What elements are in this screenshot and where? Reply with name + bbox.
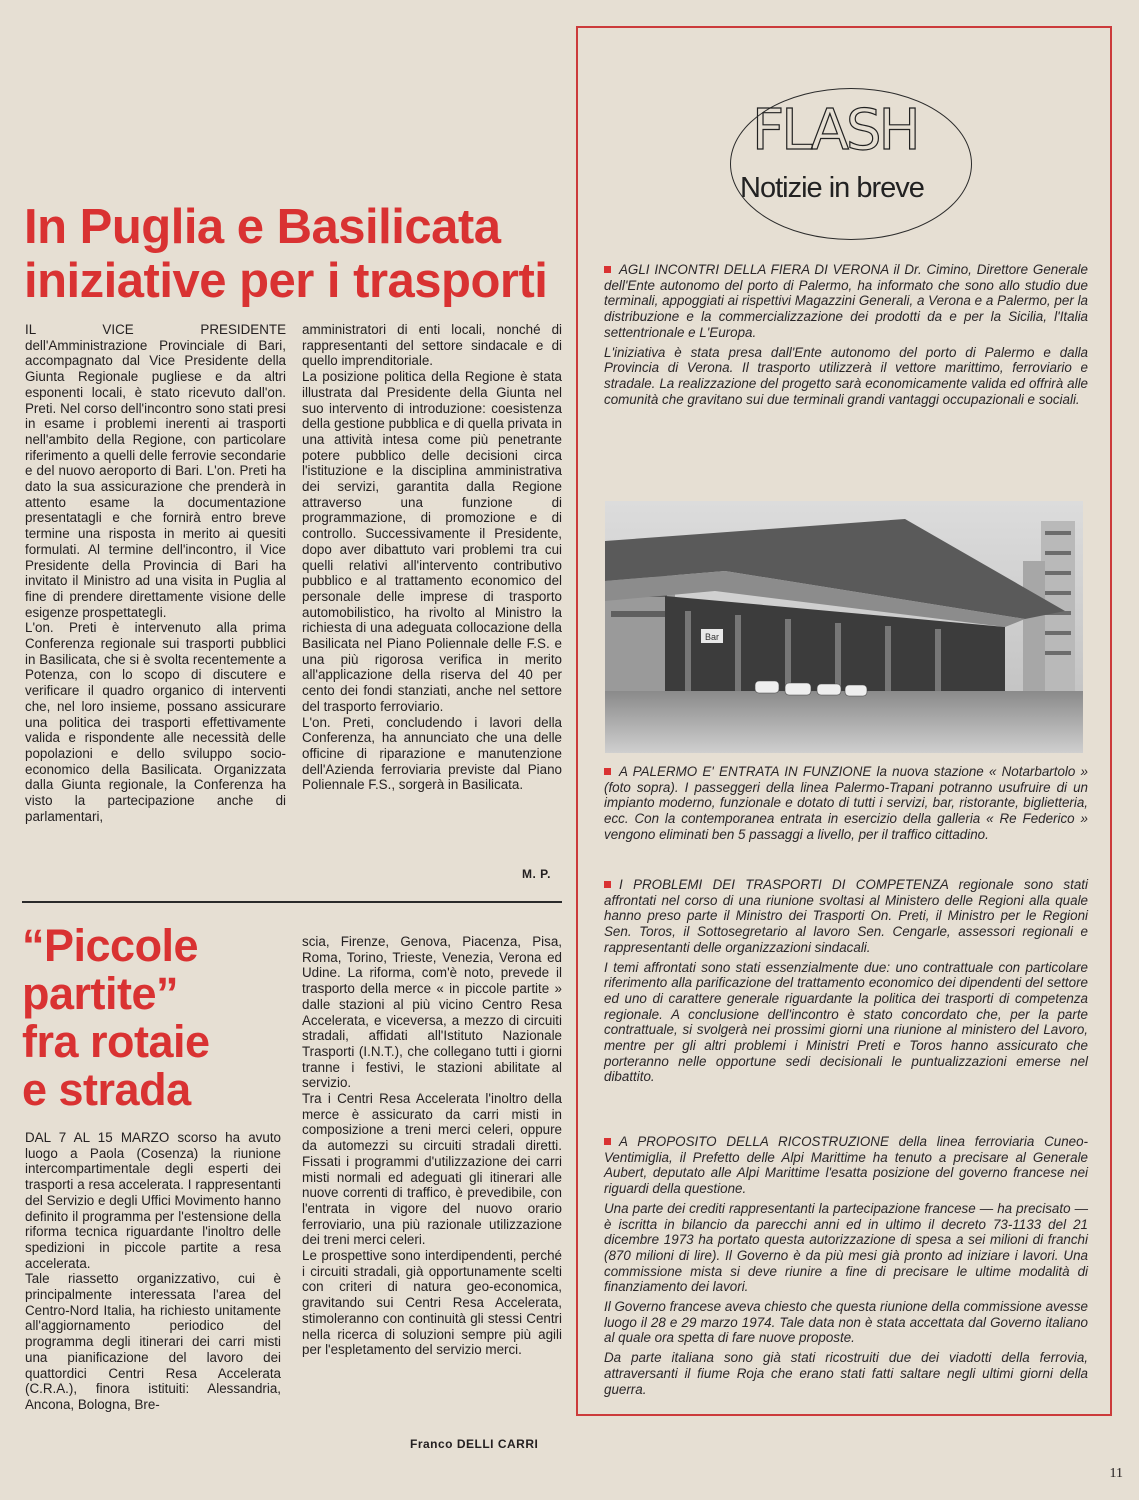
bullet-square-icon — [604, 1138, 611, 1145]
flash-item-3-paragraph: I temi affrontati sono stati essenzialmente due: uno contrattuale con particolare riferimento alla parificazione del trattamento economico dei dipendenti del settore ed uno di carattere generale riguardante la politica dei trasporti di competenza regionale. A conclusione dell'incontro è stato concordato che, per la parte contrattuale, si svolgerà nei prossimi giorni una riunione al ministero del Lavoro, mentre per gli altri problemi i Ministri Preti e Toros hanno assicurato che porteranno nelle opportune sedi decisionali le puntualizzazioni emerse nel dibattito. — [604, 959, 1088, 1085]
bullet-square-icon — [604, 881, 611, 888]
article2-paragraph: Tale riassetto organizzativo, cui è principalmente interessata l'area del Centro-Nord Italia, ha richiesto unitamente all'aggiornamento periodico del programma degli itinerari dei carri misti una pianificazione del lavoro dei quattordici Centri Resa Accelerata (C.R.A.), finora istituiti: Alessandria, Ancona, Bologna, Bre- — [25, 1271, 281, 1412]
flash-item-4-paragraph: Da parte italiana sono già stati ricostruiti due dei viadotti della ferrovia, attraversanti il fiume Roja che erano stati fatti saltare negli ultimi giorni della guerra. — [604, 1350, 1088, 1397]
article1-paragraph: La posizione politica della Regione è stata illustrata dal Presidente della Giunta nel suo intervento di introduzione: coesistenza della gestione pubblica e di quella privata in una attività intesa come più penetrante potere pubblico delle decisioni circa l'istituzione e la disciplina amministrativa dei servizi, garantita dalla Regione attraverso una funzione di programmazione, di promozione e di controllo. Successivamente il Presidente, dopo aver dibattuto vari problemi tra cui quelli relativi all'intervento contributivo pubblico e al trattamento economico del personale delle imprese di trasporto automobilistico, ha rivolto al Ministro la richiesta di una adeguata collocazione della Basilicata nel Piano Poliennale delle F.S. e una più rigorosa verifica in merito all'applicazione della riserva del 40 per cento dei fondi stanziati, anche nel settore del trasporto ferroviario. — [302, 369, 562, 714]
flash-item-3: I PROBLEMI DEI TRASPORTI DI COMPETENZA regionale sono stati affrontati nel corso di una riunione svoltasi al Ministero delle Regioni alla quale hanno preso parte il Ministro dei Trasporti On. Preti, il Ministro per le Regioni Sen. Toros, il Sottosegretario al lavoro Sen. Cengarle, assessori regionali e rappresentanti delle organizzazioni sindacali. I temi affrontati sono stati essenzialmente due: uno contrattuale con particolare riferimento alla parificazione del trattamento economico dei dipendenti del settore ed uno di carattere generale riguardante la politica dei trasporti di competenza regionale. A conclusione dell'incontro è stato concordato che, per la parte contrattuale, si svolgerà nei prossimi giorni una riunione al ministero del Lavoro, mentre per gli altri problemi i Ministri Preti e Toros hanno assicurato che porteranno nelle opportune sedi decisionali le puntualizzazioni emerse nel dibattito. — [604, 877, 1088, 1085]
flash-item-1: AGLI INCONTRI DELLA FIERA DI VERONA il Dr. Cimino, Direttore Generale dell'Ente autonomo del porto di Palermo, ha informato che sono allo studio due terminali, appoggiati ai rispettivi Magazzini Generali, a Verona e a Palermo, per la distribuzione e la commercializzazione dei prodotti da e per la Sicilia, l'Italia settentrionale e L'Europa. L'iniziativa è stata presa dall'Ente autonomo del porto di Palermo e dalla Provincia di Verona. Il trasporto utilizzerà il vettore marittimo, ferroviario e stradale. La realizzazione del progetto sarà economicamente valida ed offrirà alle comunità che gravitano sui due terminali grandi vantaggi occupazionali e sociali. — [604, 262, 1088, 407]
article2-signature: Franco DELLI CARRI — [410, 1437, 539, 1451]
flash-item-1-lead: AGLI INCONTRI DELLA FIERA DI VERONA — [619, 262, 889, 277]
flash-item-4-paragraph: Una parte dei crediti rappresentanti la partecipazione francese — ha precisato — è iscritta in bilancio da parecchi anni ed in ultimo il decreto 73-1133 del 21 dicembre 1973 ha portato questa autorizzazione di spesa a sei milioni di franchi (870 milioni di lire). Il Governo è da più mesi già pronto ad iniziare i lavori. Una commissione mista si deve riunire a fine di precisare le ultime modalità di finanziamento dei lavori. — [604, 1200, 1088, 1295]
article2-title-line1: “Piccole — [22, 920, 199, 971]
article1-paragraph: L'on. Preti è intervenuto alla prima Conferenza regionale sui trasporti pubblici in Basilicata, che si è svolta recentemente a Potenza, con lo scopo di discutere e verificare il quadro organico di interventi che, nel loro insieme, possano assicurare una politica dei trasporti effettivamente valida e rispondente alle necessità delle popolazioni e dello sviluppo socio-economico della Basilicata. Organizzata dalla Giunta regionale, la Conferenza ha visto la partecipazione anche di parlamentari, — [25, 620, 286, 824]
page-number: 11 — [1109, 1466, 1123, 1481]
station-photo — [605, 501, 1083, 753]
article1-paragraph: amministratori di enti locali, nonché di rappresentanti del settore sindacale e di quello imprenditoriale. — [302, 322, 562, 369]
article1-title-line2: iniziative per i trasporti — [24, 254, 548, 308]
article1-signature: M. P. — [522, 867, 551, 881]
flash-item-4-lead: A PROPOSITO DELLA RICOSTRUZIONE — [619, 1134, 889, 1149]
article2-title-line4: e strada — [22, 1064, 191, 1115]
flash-subtitle: Notizie in breve — [740, 172, 924, 204]
article2-paragraph: DAL 7 AL 15 MARZO scorso ha avuto luogo a Paola (Cosenza) la riunione intercompartimentale degli esperti dei trasporti a resa accelerata. I rappresentanti del Servizio e degli Uffici Movimento hanno definito il programma per l'estensione della riforma tecnica riguardante l'inoltro delle spedizioni in piccole partite a resa accelerata. — [25, 1130, 281, 1271]
article2-paragraph: scia, Firenze, Genova, Piacenza, Pisa, Roma, Torino, Trieste, Venezia, Verona ed Udine. La riforma, com'è noto, prevede il trasporto della merce « in piccole partite » dalle stazioni al più vicino Centro Resa Accelerata, e viceversa, a mezzo di circuiti stradali, affidati all'Istituto Nazionale Trasporti (I.N.T.), che collegano tutti i giorni tranne i festivi, le stazioni abilitate al servizio. — [302, 934, 562, 1091]
flash-item-2-lead: A PALERMO E' ENTRATA IN FUNZIONE — [619, 764, 872, 779]
article2-title — [22, 922, 210, 1114]
article2-title-line3: fra rotaie — [22, 1016, 210, 1067]
article1-title-line1: In Puglia e Basilicata — [24, 200, 501, 254]
section-divider — [22, 901, 562, 903]
article2-paragraph: Tra i Centri Resa Accelerata l'inoltro della merce è assicurato da carri misti in composizione a treni merci celeri, oppure da automezzi su circuiti stradali diretti. Fissati i programmi d'utilizzazione dei carri misti normali ed adeguati gli itinerari alle nuove correnti di traffico, è prevedibile, con l'entrata in vigore del nuovo orario ferroviario, una più razionale utilizzazione dei treni merci celeri. — [302, 1091, 562, 1248]
article2-title-line2: partite” — [22, 968, 179, 1019]
article2-paragraph: Le prospettive sono interdipendenti, perché i circuiti stradali, già opportunamente scelti con criteri di natura geo-economica, gravitando sui Centri Resa Accelerata, stimoleranno con continuità gli stessi Centri nella ricerca di soluzioni sempre più agili per l'espletamento del servizio merci. — [302, 1248, 562, 1358]
flash-item-3-lead: I PROBLEMI DEI TRASPORTI DI COMPETENZA — [619, 877, 949, 892]
article2-column-1 — [25, 1130, 281, 1413]
article2-column-2 — [302, 934, 562, 1358]
bullet-square-icon — [604, 266, 611, 273]
article1-column-2 — [302, 322, 562, 793]
station-bar-sign: Bar — [704, 632, 720, 642]
article1-lead: IL VICE PRESIDENTE — [25, 322, 286, 337]
article2-lead: DAL 7 AL 15 MARZO — [25, 1130, 170, 1145]
article1-paragraph: IL VICE PRESIDENTE dell'Amministrazione Provinciale di Bari, accompagnato dal Vice Presidente della Giunta Regionale pugliese e da altri esponenti locali, è stato ricevuto dall'on. Preti. Nel corso dell'incontro sono stati presi in esame i problemi inerenti ai trasporti nell'ambito della Regione, con particolare riferimento a quelli delle ferrovie secondarie e del nuovo aeroporto di Bari. L'on. Preti ha dato la sua assicurazione che prenderà in attento esame la documentazione presentatagli e che fornirà entro breve termine una risposta in merito ai quesiti formulati. Al termine dell'incontro, il Vice Presidente della Provincia di Bari ha invitato il Ministro ad una visita in Puglia al fine di prendere direttamente visione delle esigenze prospettategli. — [25, 322, 286, 620]
bullet-square-icon — [604, 768, 611, 775]
article1-paragraph: L'on. Preti, concludendo i lavori della Conferenza, ha annunciato che una delle officine di riparazione e manutenzione dell'Azienda ferroviaria previste dal Piano Poliennale F.S., sorgerà in Basilicata. — [302, 714, 562, 793]
flash-item-4-paragraph: Il Governo francese aveva chiesto che questa riunione della commissione avesse luogo il 28 e 29 marzo 1974. Tale data non è stata accettata dal Governo italiano al quale ora spetta di fare nuove proposte. — [604, 1299, 1088, 1346]
flash-item-1-paragraph: L'iniziativa è stata presa dall'Ente autonomo del porto di Palermo e dalla Provincia di Verona. Il trasporto utilizzerà il vettore marittimo, ferroviario e stradale. La realizzazione del progetto sarà economicamente valida ed offrirà alle comunità che gravitano sui due terminali grandi vantaggi occupazionali e sociali. — [604, 344, 1088, 407]
article1-title — [24, 200, 547, 308]
flash-title: FLASH — [752, 98, 918, 163]
flash-item-2: A PALERMO E' ENTRATA IN FUNZIONE la nuova stazione « Notarbartolo » (foto sopra). I passeggeri della linea Palermo-Trapani potranno usufruire di un impianto moderno, funzionale e dotato di tutti i servizi, bar, ristorante, biglietteria, ecc. Con la contemporanea entrata in esercizio della galleria « Re Federico » vengono eliminati ben 5 passaggi a livello, per il traffico cittadino. — [604, 764, 1088, 842]
article1-column-1 — [25, 322, 286, 825]
flash-item-4: A PROPOSITO DELLA RICOSTRUZIONE della linea ferroviaria Cuneo-Ventimiglia, il Prefetto delle Alpi Marittime ha tenuto a precisare al Generale Aubert, deputato alle Alpi Marittime l'esatta posizione del governo francese nei riguardi della questione. Una parte dei crediti rappresentanti la partecipazione francese — ha precisato — è iscritta in bilancio da parecchi anni ed in ultimo il decreto 73-1133 del 21 dicembre 1973 ha portato questa autorizzazione di spesa a sei milioni di franchi (870 milioni di lire). Il Governo è da più mesi già pronto ad iniziare i lavori. Una commissione mista si deve riunire a fine di precisare le ultime modalità di finanziamento dei lavori. Il Governo francese aveva chiesto che questa riunione della commissione avesse luogo il 28 e 29 marzo 1974. Tale data non è stata accettata dal Governo italiano al quale ora spetta di fare nuove proposte. Da parte italiana sono già stati ricostruiti due dei viadotti della ferrovia, attraversanti il fiume Roja che erano stati fatti saltare negli ultimi giorni della guerra. — [604, 1134, 1088, 1397]
